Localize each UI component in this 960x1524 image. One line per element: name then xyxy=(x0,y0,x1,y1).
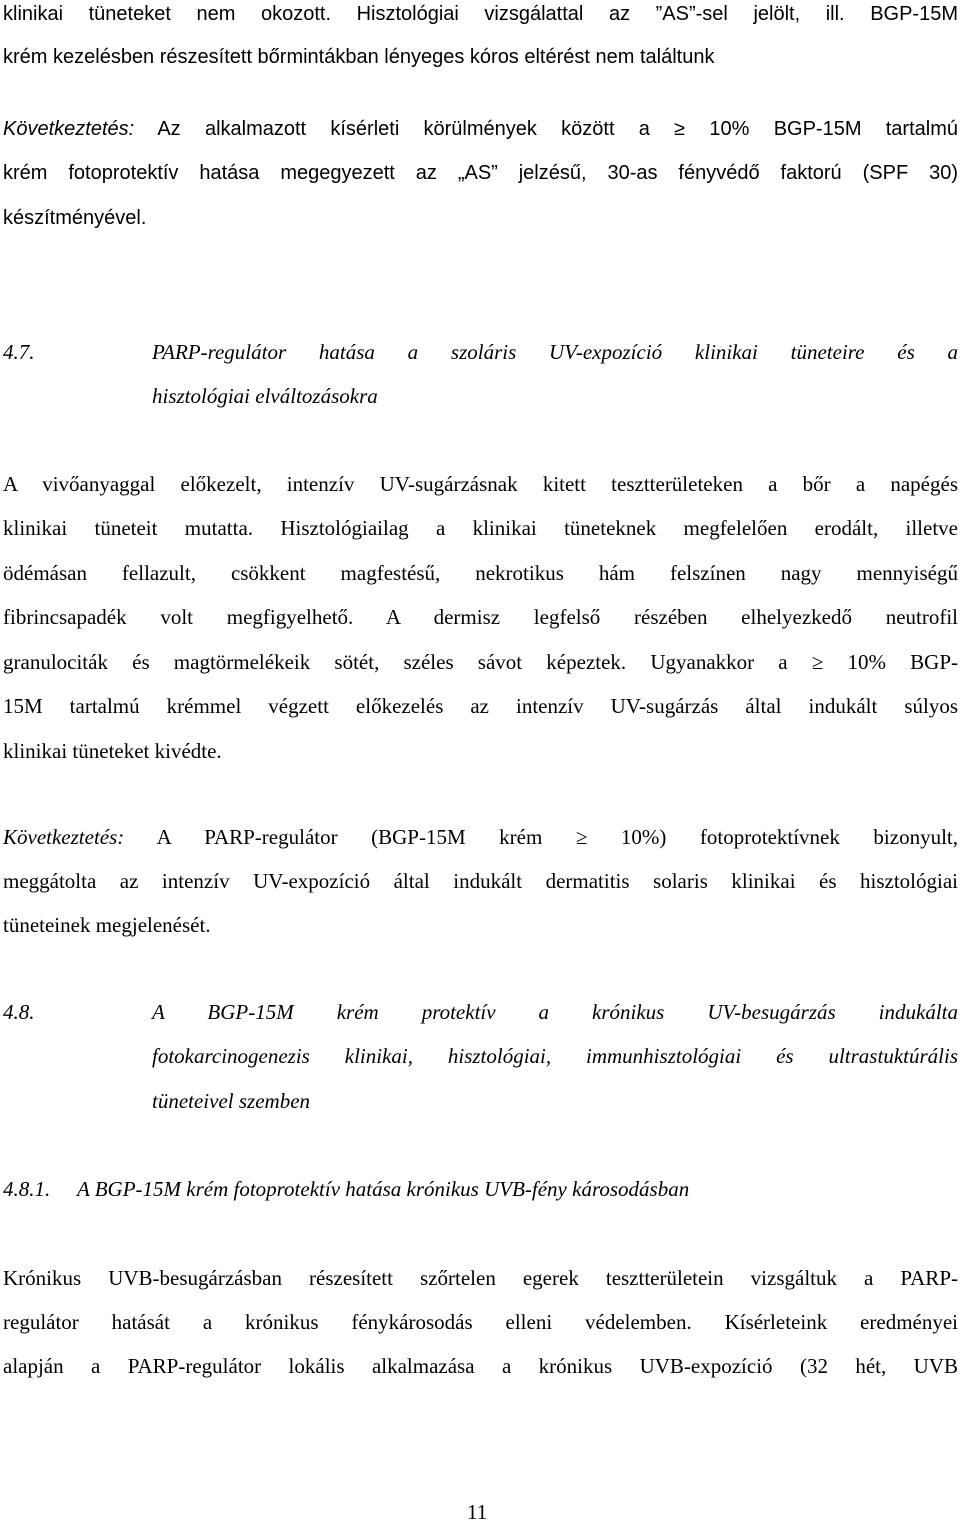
paragraph-1-line-2: krém kezelésben részesített bőrmintákban lényeges kóros eltérést nem találtunk xyxy=(3,46,715,68)
conclusion-2-label: Következtetés: xyxy=(3,825,125,849)
conclusion-2-line-2: meggátolta az intenzív UV-expozíció által indukált dermatitis solaris klinikai és hisztológiai xyxy=(3,869,958,893)
section-4-7-number: 4.7. xyxy=(3,340,35,364)
conclusion-1-label: Következtetés: xyxy=(3,118,135,140)
paragraph-2-line-2: klinikai tüneteit mutatta. Hisztológiailag a klinikai tüneteknek megfelelően erodált, illetve xyxy=(3,516,958,540)
section-4-8-1-title: A BGP-15M krém fotoprotektív hatása krónikus UVB-fény károsodásban xyxy=(77,1177,690,1201)
conclusion-2-line-1 xyxy=(3,825,958,849)
section-4-8-title-line-1: A BGP-15M krém protektív a krónikus UV-besugárzás indukálta xyxy=(152,1000,958,1024)
section-4-7-title-line-2: hisztológiai elváltozásokra xyxy=(152,384,378,408)
paragraph-3-line-2: regulátor hatását a krónikus fénykárosodás elleni védelemben. Kísérleteink eredményei xyxy=(3,1310,958,1334)
section-4-8-number: 4.8. xyxy=(3,1000,35,1024)
paragraph-3-line-3: alapján a PARP-regulátor lokális alkalmazása a krónikus UVB-expozíció (32 hét, UVB xyxy=(3,1354,958,1378)
page-number: 11 xyxy=(467,1500,488,1524)
conclusion-1-line-2: krém fotoprotektív hatása megegyezett az „AS” jelzésű, 30-as fényvédő faktorú (SPF 30) xyxy=(3,162,958,184)
paragraph-2-line-4: fibrincsapadék volt megfigyelhető. A dermisz legfelső részében elhelyezkedő neutrofil xyxy=(3,605,958,629)
section-4-8-1-number: 4.8.1. xyxy=(3,1177,51,1201)
paragraph-1-line-1: klinikai tüneteket nem okozott. Hisztológiai vizsgálattal az ”AS”-sel jelölt, ill. BGP-15M xyxy=(3,3,958,25)
section-4-7-title-line-1: PARP-regulátor hatása a szoláris UV-expozíció klinikai tüneteire és a xyxy=(152,340,958,364)
paragraph-2-line-3: ödémásan fellazult, csökkent magfestésű, nekrotikus hám felszínen nagy mennyiségű xyxy=(3,561,958,585)
conclusion-2-text: A PARP-regulátor (BGP-15M krém ≥ 10%) fotoprotektívnek bizonyult, xyxy=(156,825,958,849)
paragraph-2-line-5: granulociták és magtörmelékeik sötét, széles sávot képeztek. Ugyanakkor a ≥ 10% BGP- xyxy=(3,650,958,674)
conclusion-1-text: Az alkalmazott kísérleti körülmények között a ≥ 10% BGP-15M tartalmú xyxy=(157,118,958,140)
conclusion-1-line-3: készítményével. xyxy=(3,207,147,229)
section-4-8-title-line-3: tüneteivel szemben xyxy=(152,1089,311,1113)
conclusion-2-line-3: tüneteinek megjelenését. xyxy=(3,913,211,937)
paragraph-2-line-1: A vivőanyaggal előkezelt, intenzív UV-sugárzásnak kitett tesztterületeken a bőr a napégés xyxy=(3,472,958,496)
paragraph-2-line-7: klinikai tüneteket kivédte. xyxy=(3,739,222,763)
paragraph-2-line-6: 15M tartalmú krémmel végzett előkezelés az intenzív UV-sugárzás által indukált súlyos xyxy=(3,694,958,718)
section-4-8-title-line-2: fotokarcinogenezis klinikai, hisztológiai, immunhisztológiai és ultrastuktúrális xyxy=(152,1044,958,1068)
paragraph-3-line-1: Krónikus UVB-besugárzásban részesített szőrtelen egerek tesztterületein vizsgáltuk a PARP- xyxy=(3,1266,958,1290)
conclusion-1-line-1 xyxy=(3,117,958,141)
